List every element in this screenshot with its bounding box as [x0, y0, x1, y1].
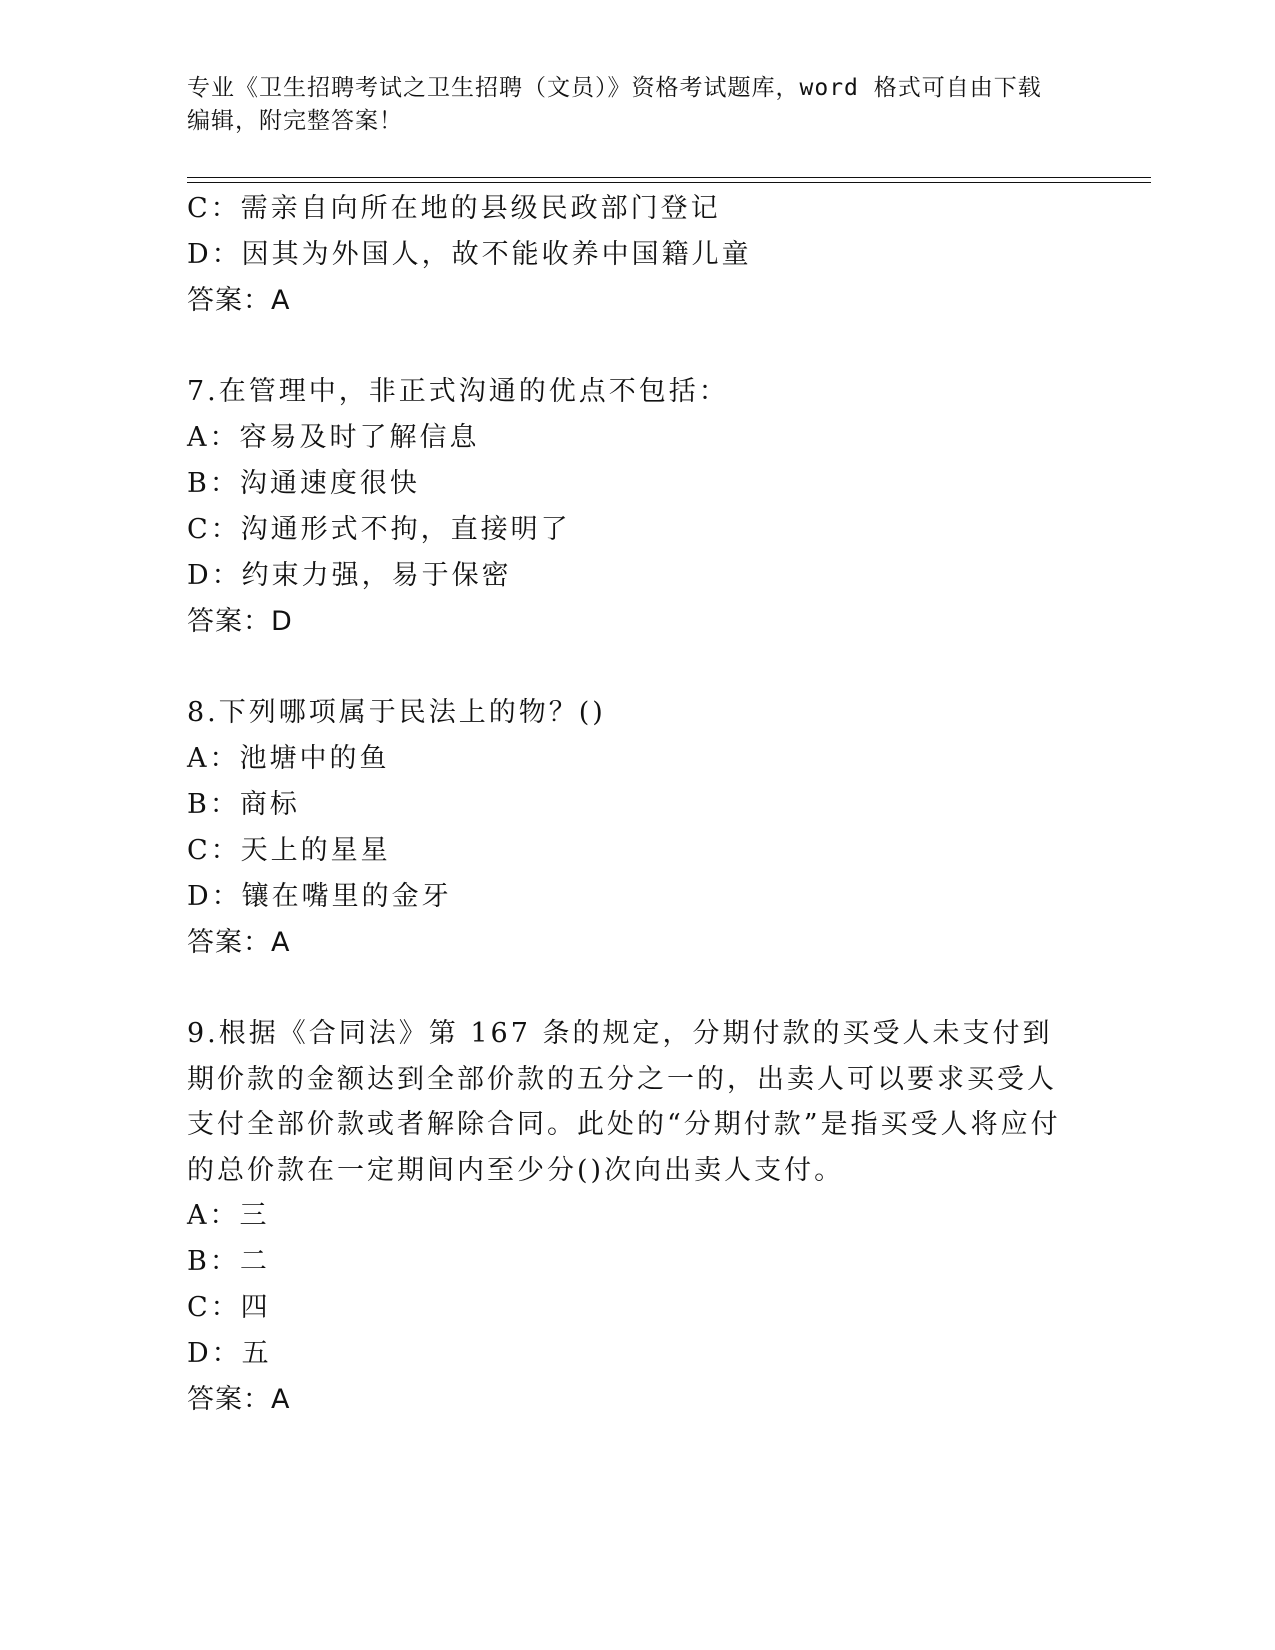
- question-block-9: [187, 1011, 1087, 1423]
- document-body: [187, 186, 1087, 1423]
- option-d: D：镶在嘴里的金牙: [187, 881, 452, 912]
- document-header: [187, 72, 1087, 138]
- question-stem: 9.根据《合同法》第 167 条的规定，分期付款的买受人未支付到期价款的金额达到全部价款的五分之一的，出卖人可以要求买受人支付全部价款或者解除合同。此处的“分期付款”是指买受人将应付的总价款在一定期间内至少分()次向出卖人支付。: [187, 1018, 1061, 1186]
- option-c: C：天上的星星: [187, 835, 391, 866]
- option-a: A：池塘中的鱼: [187, 743, 390, 774]
- question-block-8: [187, 690, 1087, 966]
- answer-line: 答案：A: [187, 1384, 291, 1415]
- option-c: C：沟通形式不拘，直接明了: [187, 514, 571, 545]
- option-b: B：二: [187, 1246, 270, 1277]
- question-block-prev: [187, 186, 1087, 324]
- option-d: D：因其为外国人，故不能收养中国籍儿童: [187, 239, 752, 270]
- header-divider-bottom: [187, 182, 1151, 183]
- answer-line: 答案：A: [187, 285, 291, 316]
- header-line-2: 编辑，附完整答案！: [187, 108, 403, 134]
- answer-line: 答案：D: [187, 606, 293, 637]
- option-d: D：约束力强，易于保密: [187, 560, 512, 591]
- option-c: C：四: [187, 1292, 271, 1323]
- question-stem: 8.下列哪项属于民法上的物？(): [187, 697, 606, 728]
- answer-line: 答案：A: [187, 927, 291, 958]
- option-c: C：需亲自向所在地的县级民政部门登记: [187, 193, 721, 224]
- spacer: [187, 645, 1087, 690]
- option-a: A：容易及时了解信息: [187, 422, 480, 453]
- spacer: [187, 966, 1087, 1011]
- question-block-7: [187, 369, 1087, 645]
- question-stem: 7.在管理中，非正式沟通的优点不包括：: [187, 376, 729, 407]
- option-a: A：三: [187, 1200, 270, 1231]
- option-b: B：商标: [187, 789, 300, 820]
- option-b: B：沟通速度很快: [187, 468, 420, 499]
- header-divider-top: [187, 177, 1151, 178]
- header-line-1: 专业《卫生招聘考试之卫生招聘（文员）》资格考试题库，word 格式可自由下载: [187, 75, 1042, 101]
- option-d: D：五: [187, 1338, 272, 1369]
- spacer: [187, 324, 1087, 369]
